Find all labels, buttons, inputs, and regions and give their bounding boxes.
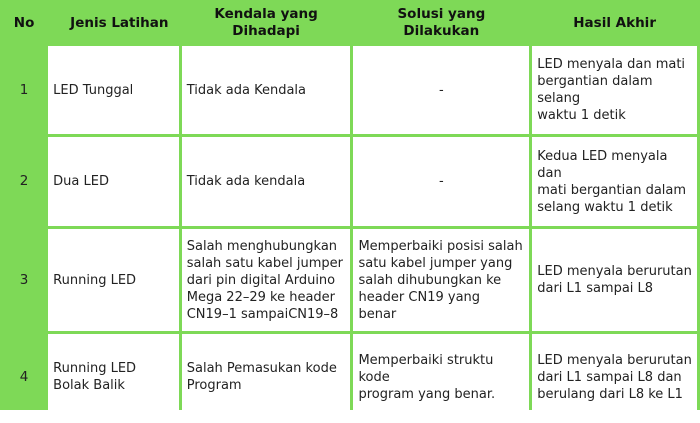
header-no: No (13, 15, 35, 31)
cell-no: 1 (19, 81, 29, 98)
cell-solusi: - (353, 137, 529, 226)
table-row (3, 46, 697, 134)
cell-kendala: Salah Pemasukan kode Program (182, 334, 351, 420)
header-hasil-akhir: Hasil Akhir (573, 15, 656, 31)
cell-kendala: Tidak ada kendala (182, 137, 351, 226)
cell-jenis: Dua LED (48, 137, 179, 226)
table-header-row (3, 3, 697, 43)
table-row (3, 334, 697, 420)
cell-solusi: Memperbaiki struktu kode program yang benar. (353, 334, 529, 420)
table-row (3, 229, 697, 331)
header-solusi: Solusi yang Dilakukan (397, 6, 486, 39)
cell-hasil: Kedua LED menyala dan mati bergantian dalam selang waktu 1 detik (532, 137, 697, 226)
cell-hasil: LED menyala berurutan dari L1 sampai L8 dan berulang dari L8 ke L1 (532, 334, 697, 420)
cell-no: 4 (19, 368, 29, 385)
cell-kendala: Salah menghubungkan salah satu kabel jumper dari pin digital Arduino Mega 22–29 ke header CN19–1 sampaiCN19–8 (182, 229, 351, 331)
cell-hasil: LED menyala berurutan dari L1 sampai L8 (532, 229, 697, 331)
cell-solusi: Memperbaiki posisi salah satu kabel jumper yang salah dihubungkan ke header CN19 yang benar (353, 229, 529, 331)
header-jenis-latihan: Jenis Latihan (70, 15, 169, 31)
cell-jenis: Running LED (48, 229, 179, 331)
cell-jenis: Running LED Bolak Balik (48, 334, 179, 420)
table-row (3, 137, 697, 226)
cell-jenis: LED Tunggal (48, 46, 179, 134)
cell-hasil: LED menyala dan mati bergantian dalam selang waktu 1 detik (532, 46, 697, 134)
cell-no: 2 (19, 173, 29, 189)
header-kendala: Kendala yang Dihadapi (214, 6, 318, 39)
cell-no: 3 (19, 271, 29, 288)
cell-solusi: - (353, 46, 529, 134)
cell-kendala: Tidak ada Kendala (182, 46, 351, 134)
